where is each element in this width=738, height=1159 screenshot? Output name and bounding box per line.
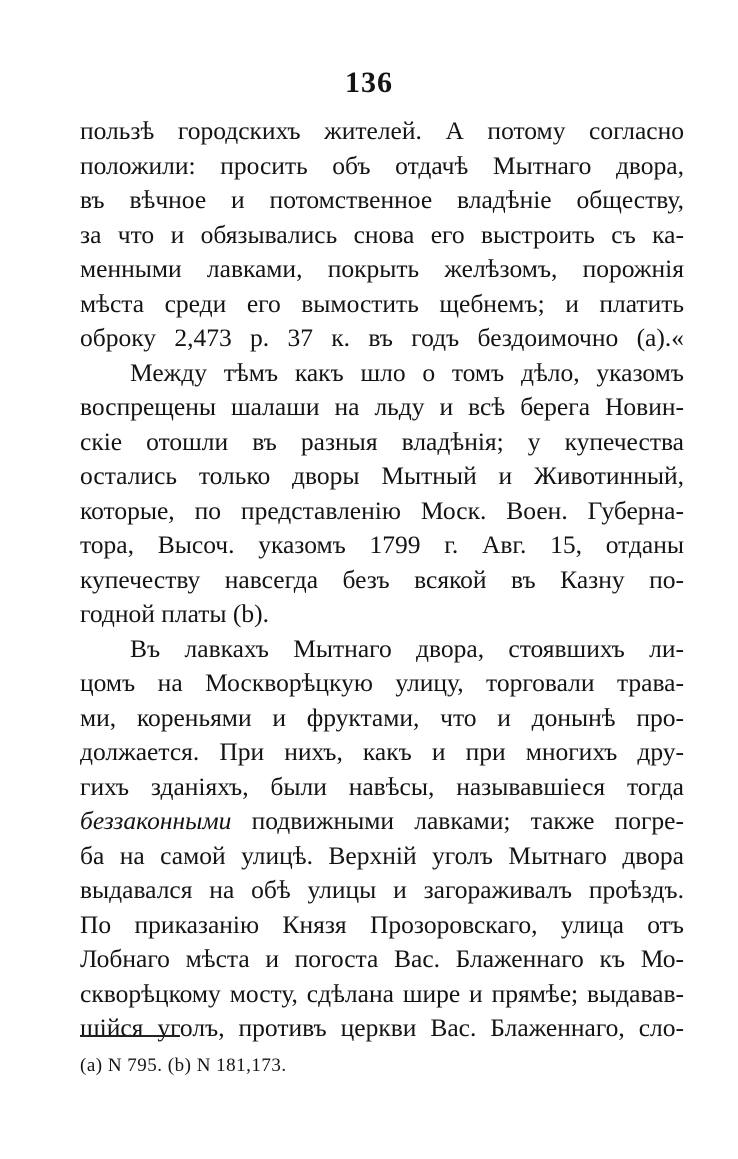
text-line: цомъ на Москворѣцкую улицу, торговали трава- xyxy=(80,668,684,697)
text-line: положили: просить объ отдачѣ Мытнаго двора, xyxy=(80,150,684,180)
text-line: гихъ зданіяхъ, были навѣсы, называвшіеся тогда xyxy=(80,771,684,801)
text-line: По приказанію Князя Прозоровскаго, улица отъ xyxy=(80,909,684,939)
footnotes: (a) N 795. (b) N 181,173. xyxy=(80,1055,287,1076)
text-line: скворѣцкому мосту, сдѣлана шире и прямѣе; выдавав- xyxy=(80,978,684,1008)
text-line: шійся уголъ, противъ церкви Вас. Блаженнаго, сло- xyxy=(80,1013,684,1042)
text-line: оброку 2,473 р. 37 к. въ годъ бездоимочно (a).« xyxy=(80,323,684,352)
text-line: ба на самой улицѣ. Верхній уголъ Мытнаго двора xyxy=(80,840,684,870)
text-line: выдавался на обѣ улицы и загораживалъ проѣздъ. xyxy=(80,875,684,904)
text-line: годной платы (b). xyxy=(80,599,270,628)
text-line: скіе отошли въ разныя владѣнія; у купечества xyxy=(80,426,684,456)
text-line: пользѣ городскихъ жителей. А потому согласно xyxy=(80,116,684,145)
text-fragment: подвижными лавками; также погре- xyxy=(251,806,684,835)
text-line: мѣста среди его вымостить щебнемъ; и платить xyxy=(80,288,684,318)
text-line: остались только дворы Мытный и Животинный, xyxy=(80,461,684,490)
body-text xyxy=(80,114,684,1046)
text-line: Между тѣмъ какъ шло о томъ дѣло, указомъ xyxy=(130,357,684,387)
footnote-divider xyxy=(80,1035,180,1037)
text-line: ми, кореньями и фруктами, что и донынѣ про- xyxy=(80,702,684,732)
text-line: тора, Высоч. указомъ 1799 г. Авг. 15, отданы xyxy=(80,530,684,559)
text-line: купечеству навсегда безъ всякой въ Казну по- xyxy=(80,564,684,594)
text-line: менными лавками, покрыть желѣзомъ, порожнія xyxy=(80,254,684,283)
text-line: за что и обязывались снова его выстроить съ ка- xyxy=(80,219,684,249)
text-line: должается. При нихъ, какъ и при многихъ дру- xyxy=(80,737,684,766)
text-line: воспрещены шалаши на льду и всѣ берега Новин- xyxy=(80,392,684,421)
text-line xyxy=(80,804,684,839)
text-line: Въ лавкахъ Мытнаго двора, стоявшихъ ли- xyxy=(130,633,684,663)
text-line: которые, по представленію Моск. Воен. Губерна- xyxy=(80,495,684,525)
text-line: въ вѣчное и потомственное владѣніе обществу, xyxy=(80,185,684,214)
page-number: 136 xyxy=(345,66,393,99)
text-line: Лобнаго мѣста и погоста Вас. Блаженнаго къ Мо- xyxy=(80,944,684,973)
italic-word: беззаконными xyxy=(80,806,232,835)
